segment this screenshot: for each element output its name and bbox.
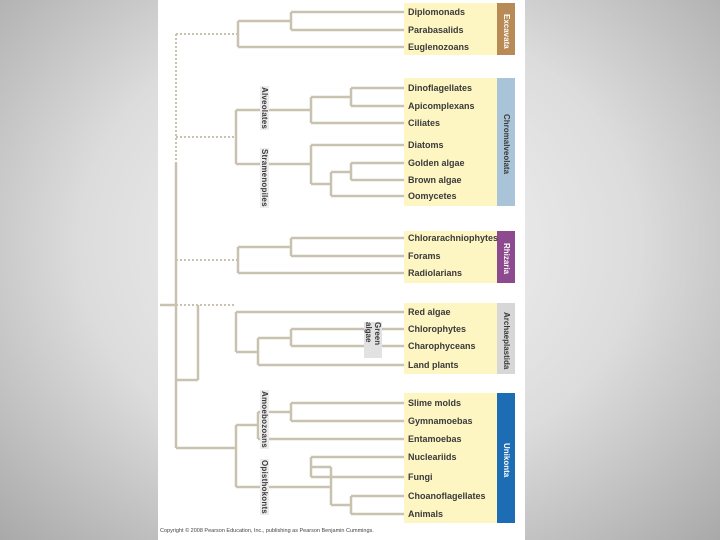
leaf-diplomonads: Diplomonads <box>408 7 466 17</box>
leaf-dinoflagellates: Dinoflagellates <box>408 83 473 93</box>
tree-branches <box>160 12 404 514</box>
leaf-slime-molds: Slime molds <box>408 398 462 408</box>
stramenopiles-label: Stramenopiles <box>260 149 269 207</box>
leaf-ciliates: Ciliates <box>408 118 441 128</box>
leaf-parabasalids: Parabasalids <box>408 25 464 35</box>
copyright-notice: Copyright © 2008 Pearson Education, Inc., publishing as Pearson Benjamin Cummings. <box>160 528 374 534</box>
opisthokonts-label: Opisthokonts <box>260 460 269 514</box>
unikonta-label: Unikonta <box>502 442 511 478</box>
leaf-charophyceans: Charophyceans <box>408 341 476 351</box>
leaf-fungi: Fungi <box>408 472 433 482</box>
phylogenetic-tree <box>158 0 525 540</box>
leaf-red-algae: Red algae <box>408 307 451 317</box>
leaf-radiolarians: Radiolarians <box>408 268 463 278</box>
leaf-chlorarachniophytes: Chlorarachniophytes <box>408 233 499 243</box>
leaf-apicomplexans: Apicomplexans <box>408 101 475 111</box>
rhizaria-label: Rhizaria <box>502 243 511 275</box>
chromalveolata-label: Chromalveolata <box>502 113 511 175</box>
uncertain-branches <box>176 34 258 448</box>
archaeplastida-label: Archaeplastida <box>502 311 511 370</box>
leaf-gymnamoebas: Gymnamoebas <box>408 416 473 426</box>
excavata-label: Excavata <box>502 13 511 49</box>
leaf-chlorophytes: Chlorophytes <box>408 324 467 334</box>
leaf-choanoflagellates: Choanoflagellates <box>408 491 486 501</box>
leaf-land-plants: Land plants <box>408 360 459 370</box>
green-algae-label: Green algae <box>364 322 382 346</box>
leaf-diatoms: Diatoms <box>408 140 444 150</box>
leaf-forams: Forams <box>408 251 441 261</box>
alveolates-label: Alveolates <box>260 87 269 130</box>
amoebozoans-label: Amoebozoans <box>260 391 269 448</box>
leaf-golden-algae: Golden algae <box>408 158 465 168</box>
leaf-nucleariids: Nucleariids <box>408 452 457 462</box>
leaf-brown-algae: Brown algae <box>408 175 462 185</box>
leaf-entamoebas: Entamoebas <box>408 434 462 444</box>
leaf-oomycetes: Oomycetes <box>408 191 457 201</box>
phylogeny-slide <box>158 0 525 540</box>
leaf-animals: Animals <box>408 509 444 519</box>
leaf-euglenozoans: Euglenozoans <box>408 42 470 52</box>
